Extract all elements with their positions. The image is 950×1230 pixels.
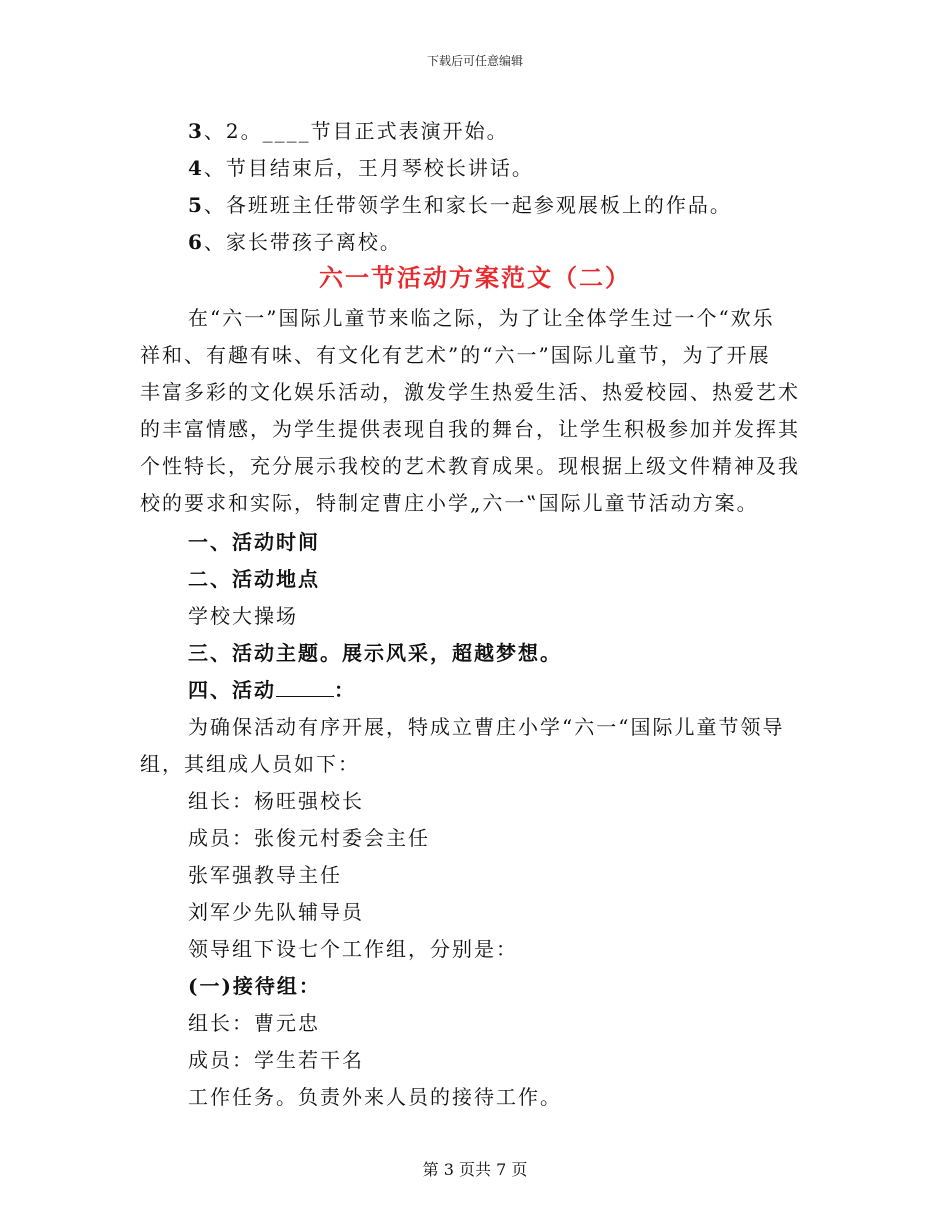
list-item-number: 6 [188, 230, 204, 254]
page-header: 下载后可任意编辑 [426, 54, 523, 68]
member-line: 领导组下设七个工作组，分别是： [188, 937, 518, 961]
list-item-number: 3 [188, 119, 204, 143]
list-item-number: 4 [188, 156, 204, 180]
member-line: 张军强教导主任 [188, 863, 342, 887]
fill-in-blank [276, 696, 334, 697]
intro-line: 校的要求和实际，特制定曹庄小学„六一‟国际儿童节活动方案。 [140, 491, 759, 515]
list-item-text: 、各班班主任带领学生和家长一起参观展板上的作品。 [203, 193, 732, 217]
intro-line: 祥和、有趣有味、有文化有艺术”的“六一”国际儿童节，为了开展 [140, 343, 771, 367]
activity-place-value: 学校大操场 [188, 604, 298, 628]
heading-org-prefix: 四、活动 [188, 678, 276, 702]
list-item [188, 152, 534, 181]
heading-org-suffix: ： [334, 678, 356, 702]
list-item-text: 、节目结束后，王月琴校长讲话。 [203, 156, 534, 180]
member-line: 刘军少先队辅导员 [188, 900, 364, 924]
reception-leader: 组长：曹元忠 [188, 1011, 320, 1035]
reception-members: 成员：学生若干名 [188, 1048, 364, 1072]
reception-task: 工作任务。负责外来人员的接待工作。 [188, 1085, 562, 1109]
heading-reception-group: (一)接待组： [188, 974, 321, 998]
list-item [188, 115, 509, 144]
section-title: 六一节活动方案范文（二） [319, 263, 631, 292]
member-line: 成员：张俊元村委会主任 [188, 826, 430, 850]
heading-activity-theme: 三、活动主题。展示风采，超越梦想。 [188, 641, 562, 665]
intro-line: 丰富多彩的文化娱乐活动，激发学生热爱生活、热爱校园、热爱艺术 [140, 380, 800, 404]
heading-activity-org [188, 674, 356, 703]
intro-line: 的丰富情感，为学生提供表现自我的舞台，让学生积极参加并发挥其 [140, 417, 800, 441]
page-footer: 第 3 页共 7 页 [422, 1160, 528, 1179]
list-item-text: 、家长带孩子离校。 [203, 230, 402, 254]
org-para-line: 组，其组成人员如下： [140, 752, 360, 776]
member-line: 组长：杨旺强校长 [188, 789, 364, 813]
heading-activity-place: 二、活动地点 [188, 567, 320, 591]
intro-line: 个性特长，充分展示我校的艺术教育成果。现根据上级文件精神及我 [140, 454, 800, 478]
heading-activity-time: 一、活动时间 [188, 530, 320, 554]
list-item [188, 226, 402, 255]
list-item-number: 5 [188, 193, 204, 217]
list-item [188, 189, 732, 218]
intro-line: 在“六一”国际儿童节来临之际，为了让全体学生过一个“欢乐 [188, 306, 775, 330]
org-para-line: 为确保活动有序开展，特成立曹庄小学“六一“国际儿童节领导 [188, 715, 785, 739]
list-item-text: 、2。____节目正式表演开始。 [203, 119, 509, 143]
